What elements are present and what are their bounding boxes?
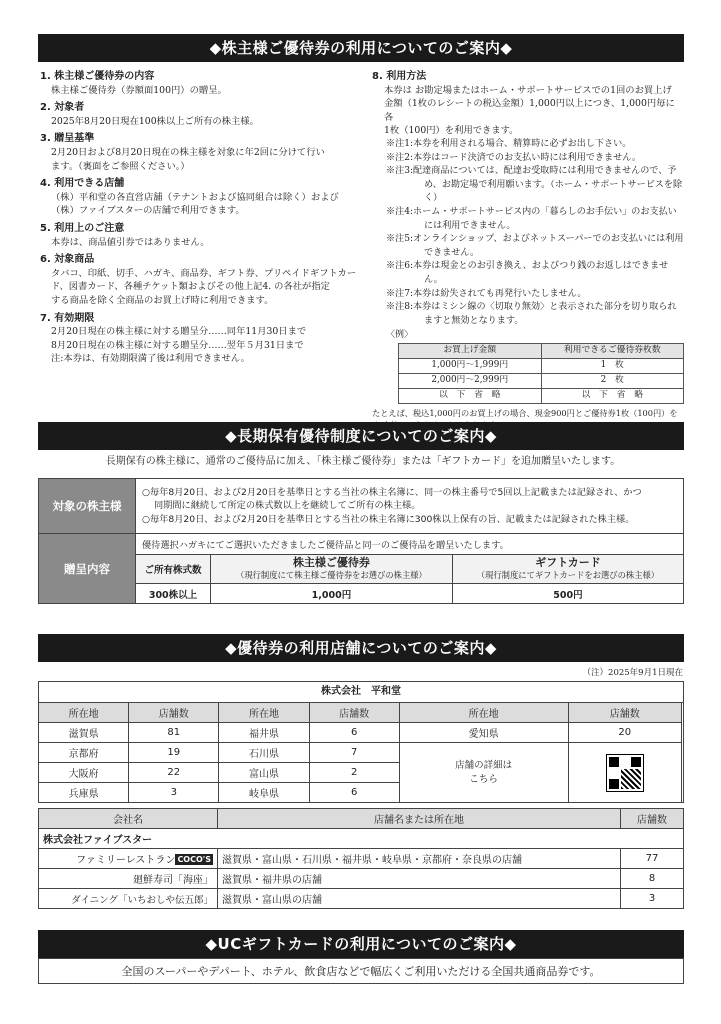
usage-note: ※注5:オンラインショップ、およびネットスーパーでのお支払いには利用できません。	[386, 234, 684, 258]
col-voucher	[211, 555, 453, 584]
example-cell: 1,000円～1,999円	[399, 358, 542, 373]
count-cell: 20	[568, 723, 681, 743]
usage-note: ※注1:本券を利用される場合、精算時に必ずお出し下さい。	[386, 138, 632, 149]
banner-stores: ◆優待券の利用店舗についてのご案内◆	[38, 634, 684, 662]
example-header-count: 利用できるご優待券枚数	[541, 343, 684, 358]
footnote-line: たとえば、税込1,000円のお買上げの場合、現金900円とご優待券1枚（100円）を	[372, 407, 678, 418]
example-cell: 2 枚	[541, 373, 684, 388]
usage-note: ※注8:本券はミシン線の〈切取り無効〉と表示された部分を切り取られますと無効となります。	[386, 302, 677, 326]
pref-cell: 福井県	[219, 723, 309, 743]
count-cell: 6	[309, 723, 399, 743]
qr-code-icon	[606, 754, 644, 792]
company-heiwado: 株式会社 平和堂	[39, 682, 683, 703]
target-description	[136, 479, 684, 534]
heiwado-store-table	[38, 702, 682, 803]
section-heading: 5. 利用上のご注意	[40, 222, 125, 234]
as-of-date: （注）2025年9月1日現在	[582, 668, 683, 678]
banner-uc-gift: ◆UCギフトカードの利用についてのご案内◆	[38, 930, 684, 958]
banner-voucher-usage: ◆株主様ご優待券の利用についてのご案内◆	[38, 34, 684, 62]
pref-cell: 大阪府	[39, 763, 129, 783]
section-body-line: 8月20日現在の株主様に対する贈呈分……翌年５月31日まで	[51, 339, 304, 351]
pref-cell: 石川県	[219, 743, 309, 763]
fivestar-store-table	[38, 808, 684, 909]
header-store: 店舗名または所在地	[218, 809, 621, 829]
example-cell: 1 枚	[541, 358, 684, 373]
count-cell: 22	[129, 763, 219, 783]
store-count: 8	[621, 869, 684, 889]
target-item: ○毎年8月20日、および2月20日を基準日とする当社の株主名簿に300株以上保有の旨、記載または記録された株主様。	[142, 513, 635, 525]
gift-sub: （現行制度にてギフトカードをお選びの株主様）	[476, 570, 660, 580]
usage-body-line: 1枚（100円）を利用できます。	[384, 125, 519, 137]
long-term-intro: 長期保有の株主様に、通常のご優待品に加え、「株主様ご優待券」または「ギフトカード」を追加贈呈いたします。	[105, 456, 621, 467]
section-body-line: 2月20日および8月20日現在の株主様を対象に年2回に分けて行い	[51, 146, 325, 158]
target-item: ○毎年8月20日、および2月20日を基準日とする当社の株主名簿に、同一の株主番号で5回以上記載または記録され、かつ	[142, 486, 642, 498]
header-count: 店舗数	[129, 703, 219, 723]
brand-kaiza: 廻鮮寿司「海座」	[39, 869, 218, 889]
section-heading: 4. 利用できる店舗	[40, 178, 125, 190]
example-cell: 2,000円～2,999円	[399, 373, 542, 388]
example-cell: 以 下 省 略	[541, 388, 684, 403]
pref-cell: 愛知県	[399, 723, 568, 743]
target-label-text: 対象の株主様	[52, 499, 122, 513]
usage-note: ※注3:配達商品については、配達お受取時には利用できませんので、予め、お勘定場で利用願います。（ホーム・サポートサービスを除く）	[386, 166, 683, 204]
section-body-line: タバコ、印紙、切手、ハガキ、商品券、ギフト券、プリペイドギフトカー	[51, 267, 357, 279]
banner-long-term: ◆長期保有優待制度についてのご案内◆	[38, 422, 684, 450]
heiwado-stores	[38, 681, 684, 803]
example-header-amount: お買上げ金額	[399, 343, 542, 358]
pref-cell: 富山県	[219, 763, 309, 783]
header-company: 会社名	[39, 809, 218, 829]
target-item: 同期間に継続して所定の株式数以上を継続してご所有の株主様。	[154, 500, 421, 512]
target-label	[39, 479, 136, 534]
store-locations: 滋賀県・富山県・石川県・福井県・岐阜県・京都府・奈良県の店舗	[218, 849, 621, 869]
usage-note: ※注4:ホーム・サポートサービス内の「暮らしのお手伝い」のお支払いには利用できません。	[386, 206, 677, 231]
section-body-line: 2025年8月20日現在100株以上ご所有の株主様。	[51, 115, 259, 127]
row-voucher: 1,000円	[211, 584, 453, 604]
uc-description: 全国のスーパーやデパート、ホテル、飲食店などで幅広くご利用いただける全国共通商品券です。	[38, 958, 684, 984]
header-pref: 所在地	[39, 703, 129, 723]
example-cell: 以 下 省 略	[399, 388, 542, 403]
cocos-logo: COCO'S	[177, 855, 211, 864]
count-cell: 19	[129, 743, 219, 763]
long-term-table	[38, 478, 684, 604]
section-heading: 2. 対象者	[40, 102, 85, 114]
usage-note: ※注2:本券はコード決済でのお支払い時には利用できません。	[386, 152, 641, 163]
header-pref: 所在地	[219, 703, 309, 723]
section-body-line: する商品を除く全商品のお買上げ時に利用できます。	[51, 294, 274, 306]
count-cell: 6	[309, 783, 399, 803]
section-heading: 7. 有効期限	[40, 312, 95, 324]
header-count: 店舗数	[309, 703, 399, 723]
usage-note: ※注7:本券は紛失されても再発行いたしません。	[386, 288, 587, 299]
voucher-terms-right	[372, 68, 684, 431]
brand-cocos	[39, 849, 218, 869]
header-pref: 所在地	[399, 703, 568, 723]
store-locations: 滋賀県・福井県の店舗	[218, 869, 621, 889]
store-count: 3	[621, 889, 684, 909]
usage-notes	[372, 138, 684, 328]
qr-code[interactable]	[568, 743, 681, 803]
section-body-line: ド、図書カード、各種チケット類およびその他上記4. の各社が指定	[51, 281, 330, 293]
section-body-line: 本券は、商品値引券ではありません。	[51, 236, 210, 248]
usage-heading: 8. 利用方法	[372, 71, 427, 82]
gift-label-text: 贈呈内容	[64, 561, 110, 576]
count-cell: 81	[129, 723, 219, 743]
section-heading: 3. 贈呈基準	[40, 133, 95, 145]
pref-cell: 兵庫県	[39, 783, 129, 803]
pref-cell: 京都府	[39, 743, 129, 763]
row-shares: 300株以上	[136, 584, 211, 604]
header-count: 店舗数	[568, 703, 681, 723]
usage-note: ※注6:本券は現金とのお引き換え、およびつり銭のお返しはできません。	[386, 261, 669, 285]
section-body-line: 株主様ご優待券（券額面100円）の贈呈。	[51, 84, 227, 96]
count-cell: 3	[129, 783, 219, 803]
store-details-link[interactable]: 店舗の詳細は こちら	[399, 743, 568, 803]
section-body-line: （株）ファイブスターの店舗で利用できます。	[51, 205, 245, 217]
example-label: 〈例〉	[386, 330, 414, 341]
col-gift	[452, 555, 683, 584]
section-heading: 6. 対象商品	[40, 254, 95, 266]
section-body-line: 注:本券は、有効期限満了後は利用できません。	[51, 353, 250, 365]
gift-label	[39, 534, 136, 604]
section-body-line: 2月20日現在の株主様に対する贈呈分……同年11月30日まで	[51, 326, 307, 338]
section-heading: 1. 株主様ご優待券の内容	[40, 71, 155, 82]
pref-cell: 岐阜県	[219, 783, 309, 803]
col-shares: ご所有株式数	[136, 555, 211, 584]
pref-cell: 滋賀県	[39, 723, 129, 743]
header-count: 店舗数	[621, 809, 684, 829]
section-body-line: ます。（裏面をご参照ください。）	[51, 160, 190, 172]
count-cell: 2	[309, 763, 399, 783]
voucher-sub: （現行制度にて株主様ご優待券をお選びの株主様）	[236, 570, 427, 580]
brand-dengoro: ダイニング「いちおしや伝五郎」	[39, 889, 218, 909]
store-count: 77	[621, 849, 684, 869]
usage-body-line: 金額（1枚のレシートの税込金額）1,000円以上につき、1,000円毎に各	[384, 98, 675, 123]
gift-title: ギフトカード	[535, 556, 601, 569]
usage-body-line: 本券は お勘定場またはホーム・サポートサービスでの1回のお買上げ	[384, 84, 672, 96]
count-cell: 7	[309, 743, 399, 763]
company-fivestar: 株式会社ファイブスター	[39, 829, 684, 849]
section-body-line: （株）平和堂の各直営店舗（テナントおよび協同組合は除く）および	[51, 191, 339, 203]
gift-intro: 優待選択ハガキにてご選択いただきましたご優待品と同一のご優待品を贈呈いたします。	[136, 534, 684, 555]
usage-body	[372, 84, 684, 138]
voucher-title: 株主様ご優待券	[292, 556, 370, 569]
brand-name: ファミリーレストラン	[76, 855, 176, 866]
row-gift: 500円	[452, 584, 683, 604]
store-locations: 滋賀県・富山県の店舗	[218, 889, 621, 909]
voucher-terms-left	[40, 68, 370, 366]
example-table	[398, 343, 684, 404]
